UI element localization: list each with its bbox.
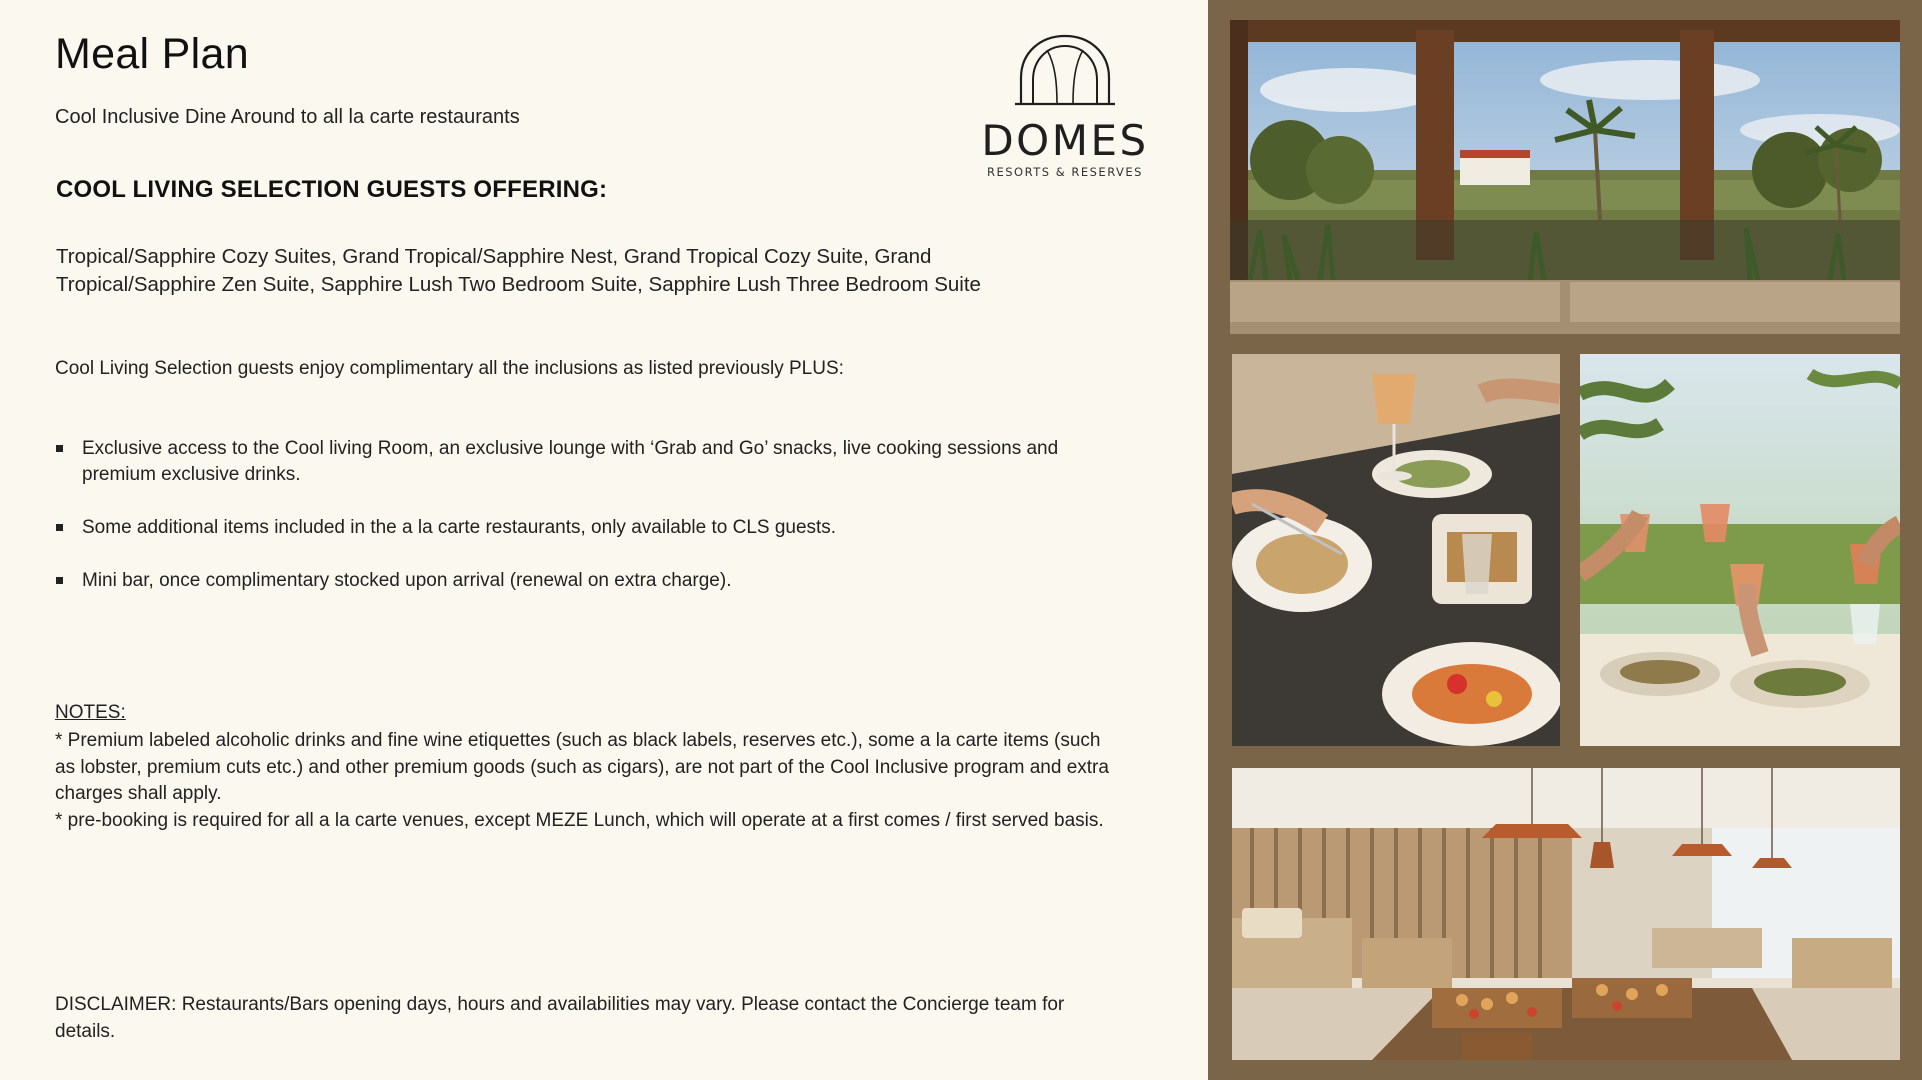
benefit-text: Some additional items included in the a la carte restaurants, only available to CLS guests. [82,517,837,538]
page-title: Meal Plan [55,30,249,78]
logo-tagline: RESORTS & RESERVES [987,165,1143,179]
logo-name: DOMES [981,116,1149,165]
terrace-photo [1230,20,1900,334]
section-heading: COOL LIVING SELECTION GUESTS OFFERING: [56,176,608,203]
dome-arch-icon [1015,34,1115,106]
note-item: * Premium labeled alcoholic drinks and fine wine etiquettes (such as black labels, reserves etc.), some a la carte items (such as lobster, premium cuts etc.) and other premium goods (such as cigars), are not part of the Cool Inclusive program and extra charges shall apply. [55,730,1109,804]
disclaimer: DISCLAIMER: Restaurants/Bars opening days, hours and availabilities may vary. Please contact the Concierge team for details. [55,994,1065,1042]
bullet-icon [56,524,63,531]
notes-block [55,728,1125,834]
intro-text: Cool Living Selection guests enjoy complimentary all the inclusions as listed previously PLUS: [55,358,844,379]
bullet-icon [56,577,63,584]
notes-label: NOTES: [55,702,126,723]
restaurant-interior-photo [1232,768,1900,1060]
toast-photo [1580,354,1900,746]
bullet-icon [56,445,63,452]
suite-list: Tropical/Sapphire Cozy Suites, Grand Tropical/Sapphire Nest, Grand Tropical Cozy Suite, Grand Tropical/Sapphire Zen Suite, Sapphire Lush Two Bedroom Suite, Sapphire Lush Three Bedroom Suite [56,245,981,296]
benefit-text: Exclusive access to the Cool living Room, an exclusive lounge with ‘Grab and Go’ snacks, live cooking sessions and premium exclusive drinks. [82,438,1059,485]
benefit-text: Mini bar, once complimentary stocked upon arrival (renewal on extra charge). [82,570,732,591]
domes-logo [975,34,1155,184]
benefits-list [55,436,1115,594]
benefit-item [55,515,1115,541]
note-item: * pre-booking is required for all a la carte venues, except MEZE Lunch, which will operate at a first comes / first served basis. [55,809,1104,831]
dining-table-photo [1232,354,1560,746]
benefit-item [55,436,1115,488]
page-subtitle: Cool Inclusive Dine Around to all la carte restaurants [55,106,520,128]
benefit-item [55,568,1115,594]
